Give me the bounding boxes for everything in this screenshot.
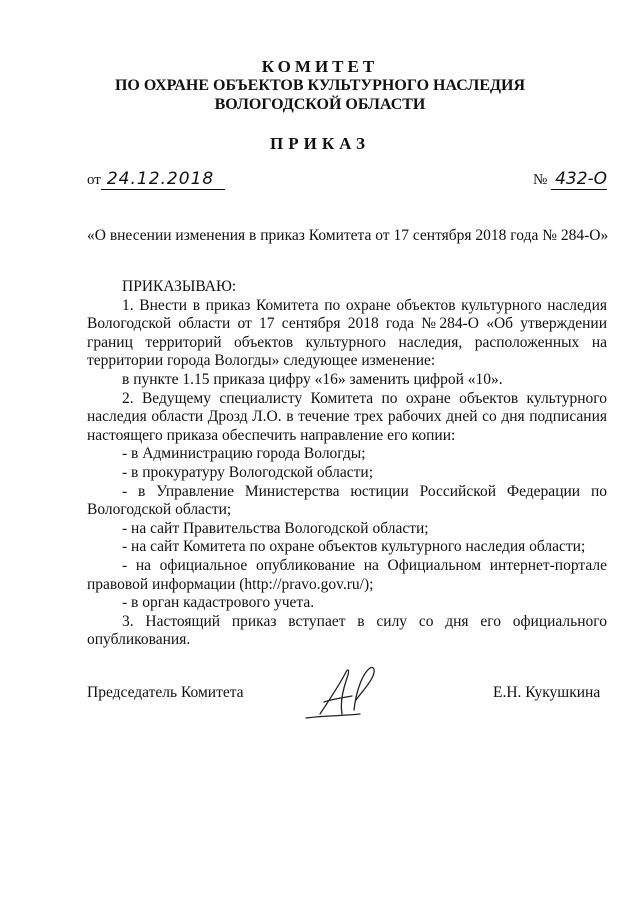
document-subject: «О внесении изменения в приказ Комитета от 17 сентября 2018 года № 284-О» xyxy=(87,227,609,244)
bullet-item: - на сайт Комитета по охране объектов культурного наследия области; xyxy=(122,538,586,556)
paragraph-3: 3. Настоящий приказ вступает в силу со дня его официального опубликования. xyxy=(87,612,607,649)
bullet-item: - на официальное опубликование на Официальном интернет-портале правовой информации (http://pravo.gov.ru/); xyxy=(87,556,607,593)
document-date xyxy=(87,170,225,190)
bullet-item: - в Управление Министерства юстиции Российской Федерации по Вологодской области; xyxy=(87,482,607,519)
bullet-item: - в Администрацию города Вологды; xyxy=(122,445,366,463)
paragraph-1-sub: в пункте 1.15 приказа цифру «16» заменить цифрой «10». xyxy=(122,370,503,388)
date-label: от xyxy=(87,172,101,188)
signatory-name: Е.Н. Кукушкина xyxy=(493,684,601,701)
paragraph-1: 1. Внести в приказ Комитета по охране объектов культурного наследия Вологодской области от 17 сентября 2018 года №284-О «Об утверждении границ территорий объектов культурного наследия, расположенных на территории города Вологды» следующее изменение: xyxy=(87,296,607,370)
number-label: № xyxy=(533,172,548,188)
document-number xyxy=(533,170,607,190)
date-value: 24.12.2018 xyxy=(101,170,225,190)
bullet-item: - на сайт Правительства Вологодской области; xyxy=(122,519,429,537)
document-body xyxy=(87,278,607,650)
order-word: ПРИКАЗЫВАЮ: xyxy=(122,278,237,295)
org-title-line-1: ПО ОХРАНЕ ОБЪЕКТОВ КУЛЬТУРНОГО НАСЛЕДИЯ xyxy=(114,77,526,94)
paragraph-2: 2. Ведущему специалисту Комитета по охране объектов культурного наследия области Дрозд Л.О. в течение трех рабочих дней со дня подписания настоящего приказа обеспечить направление его копии: xyxy=(87,389,607,444)
bullet-item: - в орган кадастрового учета. xyxy=(122,594,315,612)
document-header xyxy=(0,58,640,114)
org-title-line-2: ВОЛОГОДСКОЙ ОБЛАСТИ xyxy=(214,96,426,113)
handwritten-signature xyxy=(300,662,390,722)
signatory-position: Председатель Комитета xyxy=(87,684,244,701)
number-value: 432-О xyxy=(551,170,607,190)
org-title-word: КОМИТЕТ xyxy=(261,57,379,76)
document-type-title: ПРИКАЗ xyxy=(270,134,370,153)
bullet-item: - в прокуратуру Вологодской области; xyxy=(122,463,373,481)
